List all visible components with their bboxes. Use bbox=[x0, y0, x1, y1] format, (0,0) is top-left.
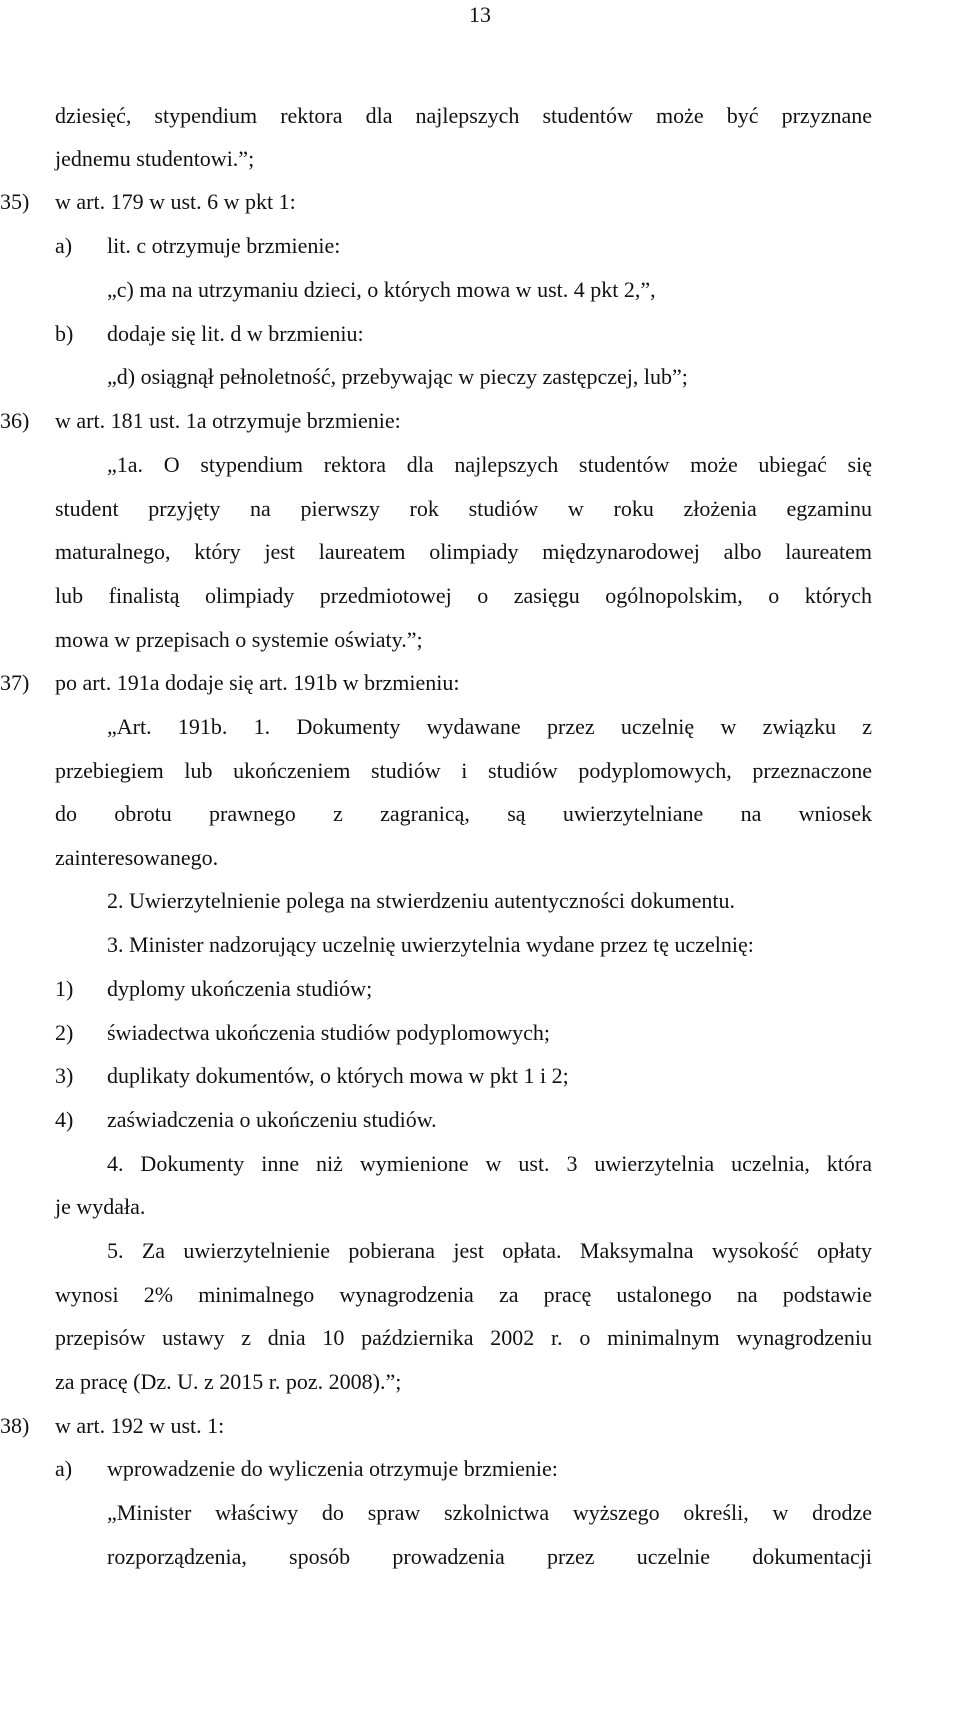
text-line: je wydała. bbox=[55, 1194, 146, 1219]
list-letter: a) bbox=[55, 1456, 73, 1481]
list-item-text: dodaje się lit. d w brzmieniu: bbox=[107, 321, 364, 346]
list-number: 2) bbox=[55, 1020, 74, 1045]
text-line: „Minister właściwy do spraw szkolnictwa wyższego określi, w drodze bbox=[107, 1500, 872, 1525]
quoted-text: „d) osiągnął pełnoletność, przebywając w pieczy zastępczej, lub”; bbox=[107, 364, 688, 389]
list-number: 1) bbox=[55, 976, 74, 1001]
list-item-text: duplikaty dokumentów, o których mowa w pkt 1 i 2; bbox=[107, 1063, 569, 1088]
list-item-text: w art. 181 ust. 1a otrzymuje brzmienie: bbox=[55, 408, 401, 433]
text-line: 2. Uwierzytelnienie polega na stwierdzeniu autentyczności dokumentu. bbox=[107, 888, 736, 913]
list-item-text: wprowadzenie do wyliczenia otrzymuje brzmienie: bbox=[107, 1456, 558, 1481]
list-item-text: dyplomy ukończenia studiów; bbox=[107, 976, 373, 1001]
list-item-text: lit. c otrzymuje brzmienie: bbox=[107, 233, 341, 258]
text-line: wynosi 2% minimalnego wynagrodzenia za pracę ustalonego na podstawie bbox=[55, 1282, 872, 1307]
text-line: 4. Dokumenty inne niż wymienione w ust. 3 uwierzytelnia uczelnia, która bbox=[107, 1151, 872, 1176]
list-number: 35) bbox=[0, 189, 30, 214]
text-line: jednemu studentowi.”; bbox=[55, 146, 255, 171]
text-line: 5. Za uwierzytelnienie pobierana jest opłata. Maksymalna wysokość opłaty bbox=[107, 1238, 872, 1263]
list-number: 4) bbox=[55, 1107, 74, 1132]
text-line: 3. Minister nadzorujący uczelnię uwierzytelnia wydane przez tę uczelnię: bbox=[107, 932, 754, 957]
text-line: student przyjęty na pierwszy rok studiów w roku złożenia egzaminu bbox=[55, 496, 872, 521]
list-item-text: świadectwa ukończenia studiów podyplomowych; bbox=[107, 1020, 550, 1045]
list-number: 38) bbox=[0, 1413, 30, 1438]
text-line: rozporządzenia, sposób prowadzenia przez uczelnie dokumentacji bbox=[107, 1544, 872, 1569]
text-line: do obrotu prawnego z zagranicą, są uwierzytelniane na wniosek bbox=[55, 801, 872, 826]
list-item-text: w art. 179 w ust. 6 w pkt 1: bbox=[55, 189, 296, 214]
text-line: zainteresowanego. bbox=[55, 845, 219, 870]
text-line: maturalnego, który jest laureatem olimpiady międzynarodowej albo laureatem bbox=[55, 539, 872, 564]
text-line: „1a. O stypendium rektora dla najlepszych studentów może ubiegać się bbox=[107, 452, 872, 477]
page-number: 13 bbox=[469, 2, 491, 27]
text-line: dziesięć, stypendium rektora dla najlepszych studentów może być przyznane bbox=[55, 103, 872, 128]
list-letter: a) bbox=[55, 233, 73, 258]
quoted-text: „c) ma na utrzymaniu dzieci, o których mowa w ust. 4 pkt 2,”, bbox=[107, 277, 656, 302]
text-line: lub finalistą olimpiady przedmiotowej o zasięgu ogólnopolskim, o których bbox=[55, 583, 872, 608]
text-line: „Art. 191b. 1. Dokumenty wydawane przez uczelnię w związku z bbox=[107, 714, 872, 739]
list-number: 36) bbox=[0, 408, 30, 433]
list-item-text: w art. 192 w ust. 1: bbox=[55, 1413, 225, 1438]
text-line: przebiegiem lub ukończeniem studiów i studiów podyplomowych, przeznaczone bbox=[55, 758, 872, 783]
list-item-text: po art. 191a dodaje się art. 191b w brzmieniu: bbox=[55, 670, 460, 695]
text-line: mowa w przepisach o systemie oświaty.”; bbox=[55, 627, 423, 652]
list-number: 3) bbox=[55, 1063, 74, 1088]
list-letter: b) bbox=[55, 321, 74, 346]
text-line: za pracę (Dz. U. z 2015 r. poz. 2008).”; bbox=[55, 1369, 402, 1394]
list-item-text: zaświadczenia o ukończeniu studiów. bbox=[107, 1107, 437, 1132]
text-line: przepisów ustawy z dnia 10 października 2002 r. o minimalnym wynagrodzeniu bbox=[55, 1325, 872, 1350]
list-number: 37) bbox=[0, 670, 30, 695]
